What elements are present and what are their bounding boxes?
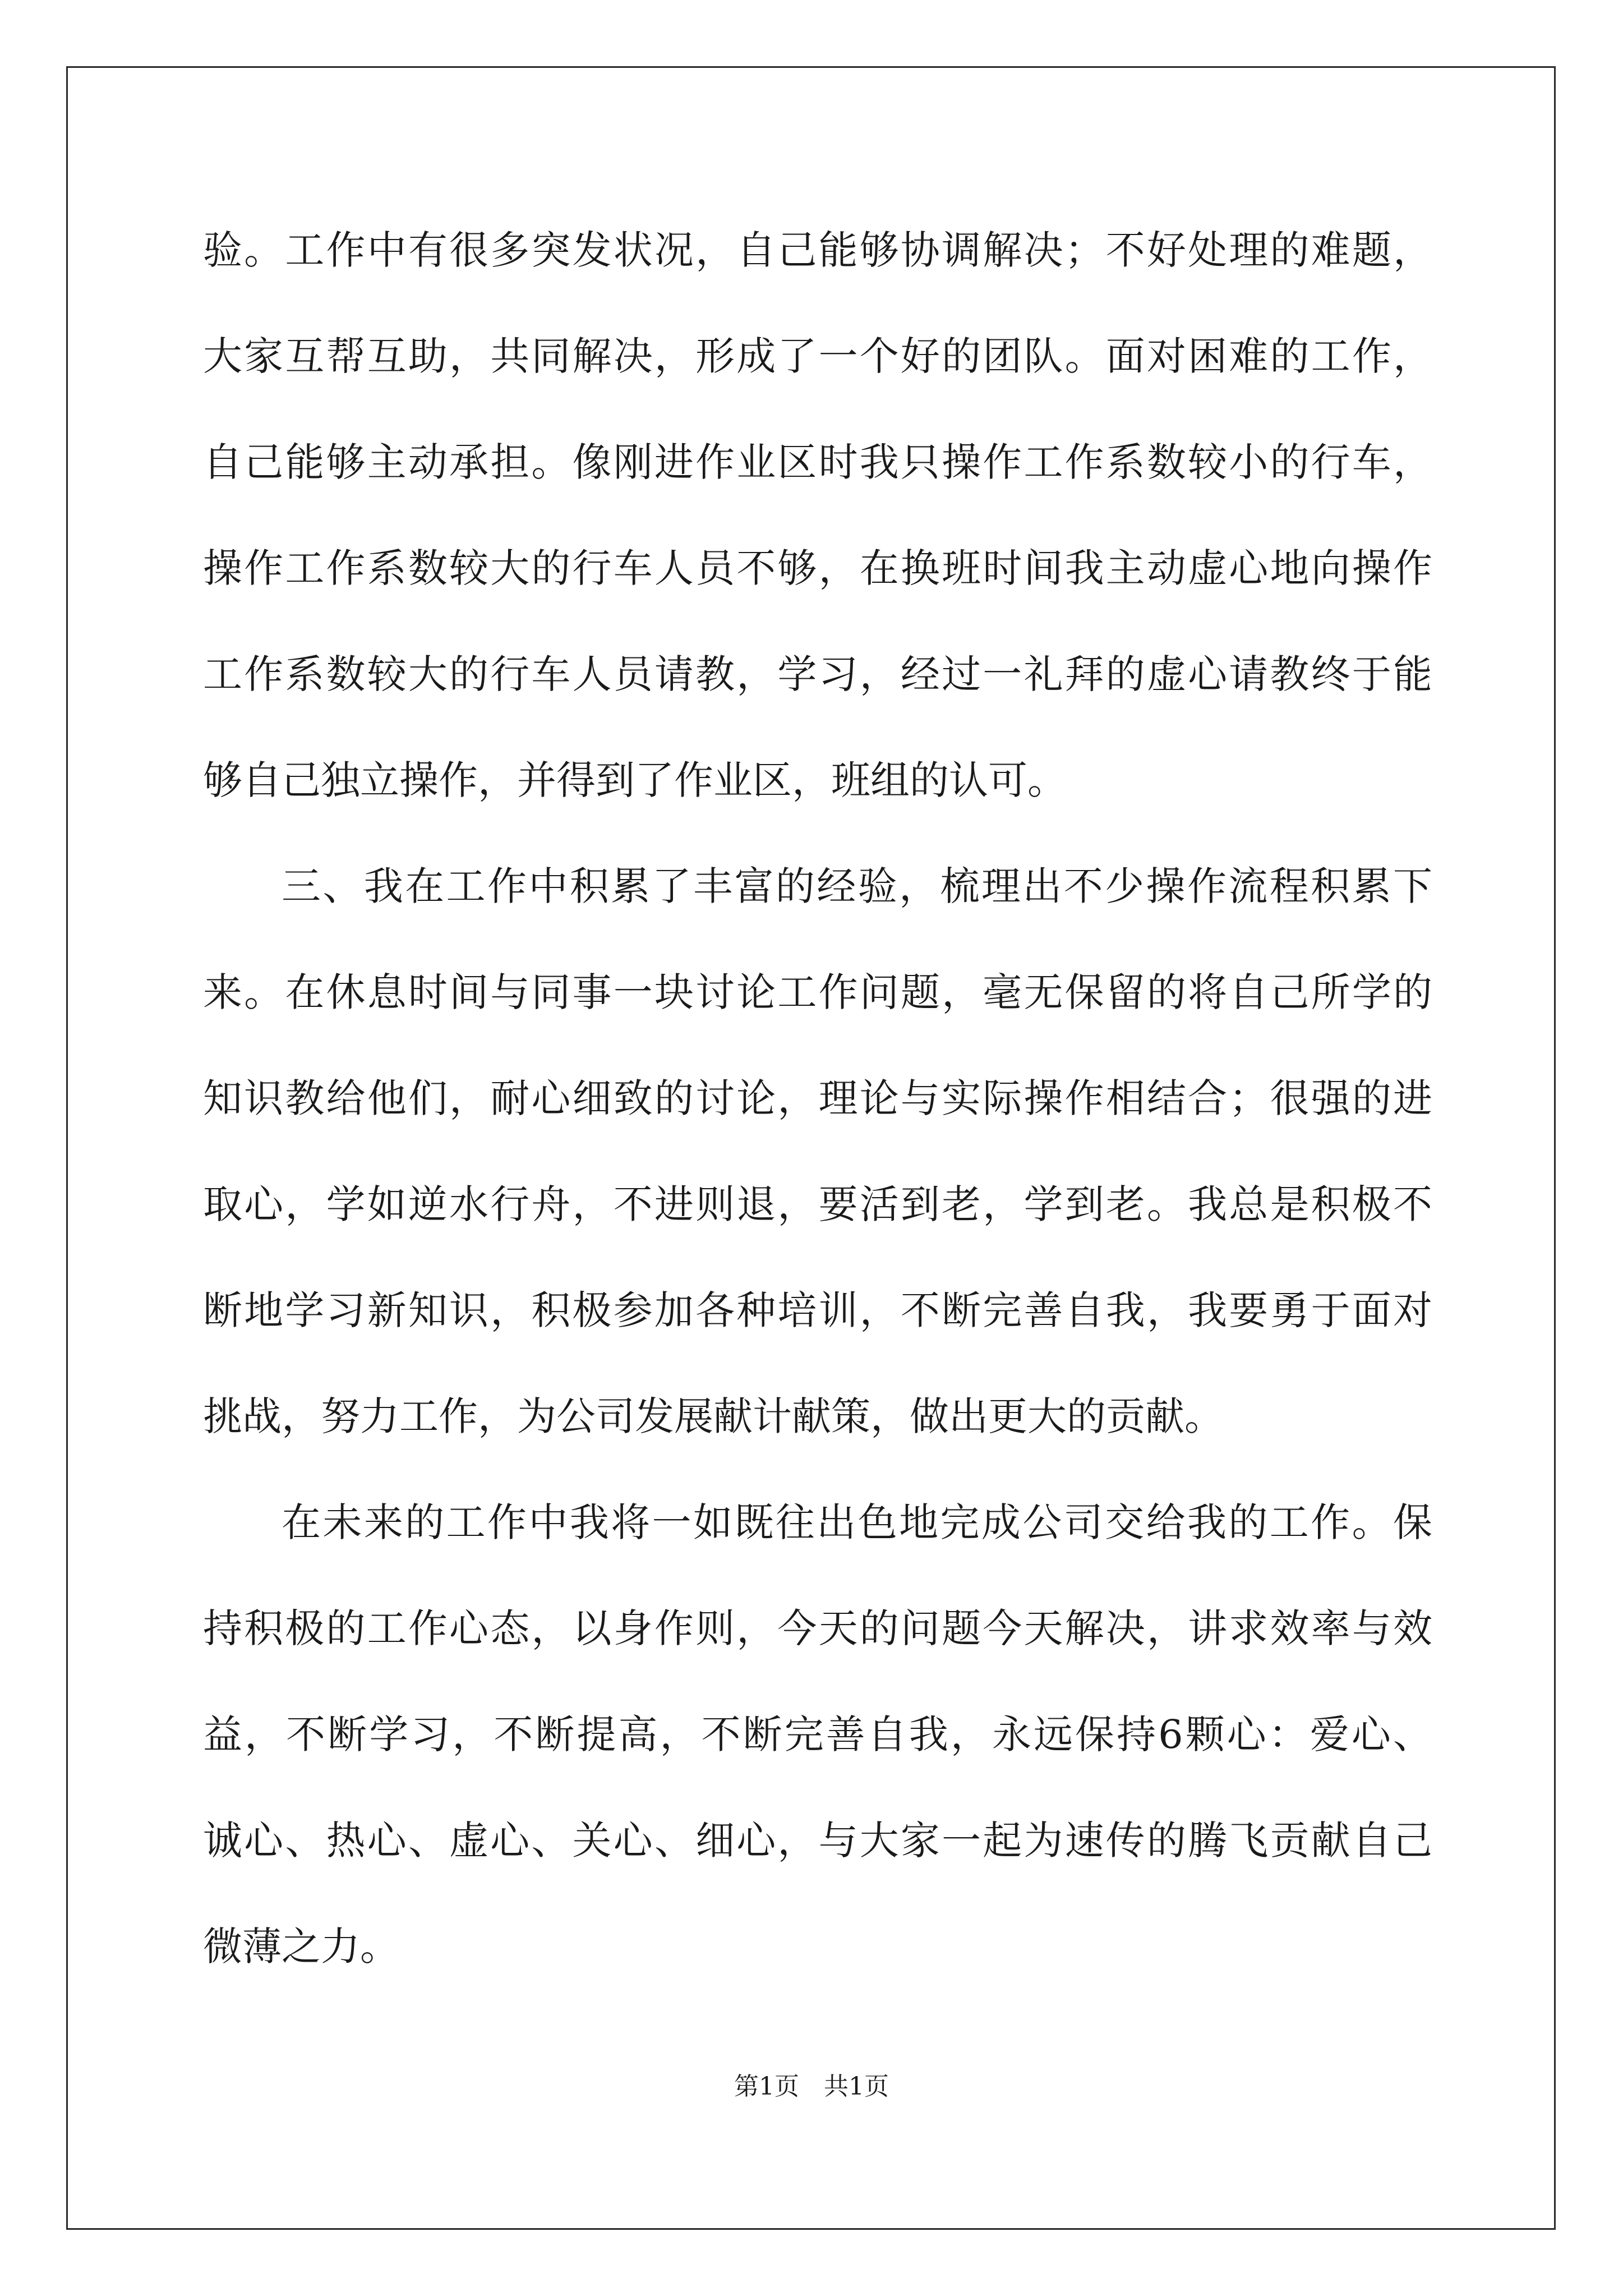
text-line: 操作工作系数较大的行车人员不够，在换班时间我主动虚心地向操作 xyxy=(203,545,1432,591)
document-body xyxy=(203,197,1432,2000)
page-number: 第1页 xyxy=(734,2072,799,2101)
text-line: 断地学习新知识，积极参加各种培训，不断完善自我，我要勇于面对 xyxy=(203,1287,1432,1333)
text-line: 取心，学如逆水行舟，不进则退，要活到老，学到老。我总是积极不 xyxy=(203,1181,1432,1227)
text-line: 益，不断学习，不断提高，不断完善自我，永远保持6颗心：爱心、 xyxy=(203,1711,1432,1757)
text-line: 验。工作中有很多突发状况，自己能够协调解决；不好处理的难题， xyxy=(203,227,1432,273)
total-pages: 共1页 xyxy=(824,2072,889,2101)
text-line: 知识教给他们，耐心细致的讨论，理论与实际操作相结合；很强的进 xyxy=(203,1075,1432,1121)
page-footer xyxy=(0,2070,1623,2104)
text-line: 微薄之力。 xyxy=(203,1924,399,1970)
text-line: 诚心、热心、虚心、关心、细心，与大家一起为速传的腾飞贡献自己 xyxy=(203,1818,1432,1864)
text-line: 持积极的工作心态，以身作则，今天的问题今天解决，讲求效率与效 xyxy=(203,1605,1432,1651)
text-line: 大家互帮互助，共同解决，形成了一个好的团队。面对困难的工作， xyxy=(203,333,1432,379)
text-line: 自己能够主动承担。像刚进作业区时我只操作工作系数较小的行车， xyxy=(203,439,1432,485)
text-line: 工作系数较大的行车人员请教，学习，经过一礼拜的虚心请教终于能 xyxy=(203,651,1432,697)
text-line: 挑战，努力工作，为公司发展献计献策，做出更大的贡献。 xyxy=(203,1393,1224,1439)
text-line: 够自己独立操作，并得到了作业区，班组的认可。 xyxy=(203,757,1067,803)
text-line: 在未来的工作中我将一如既往出色地完成公司交给我的工作。保 xyxy=(282,1499,1432,1545)
text-line: 三、我在工作中积累了丰富的经验，梳理出不少操作流程积累下 xyxy=(282,863,1432,909)
text-line: 来。在休息时间与同事一块讨论工作问题，毫无保留的将自己所学的 xyxy=(203,969,1432,1015)
